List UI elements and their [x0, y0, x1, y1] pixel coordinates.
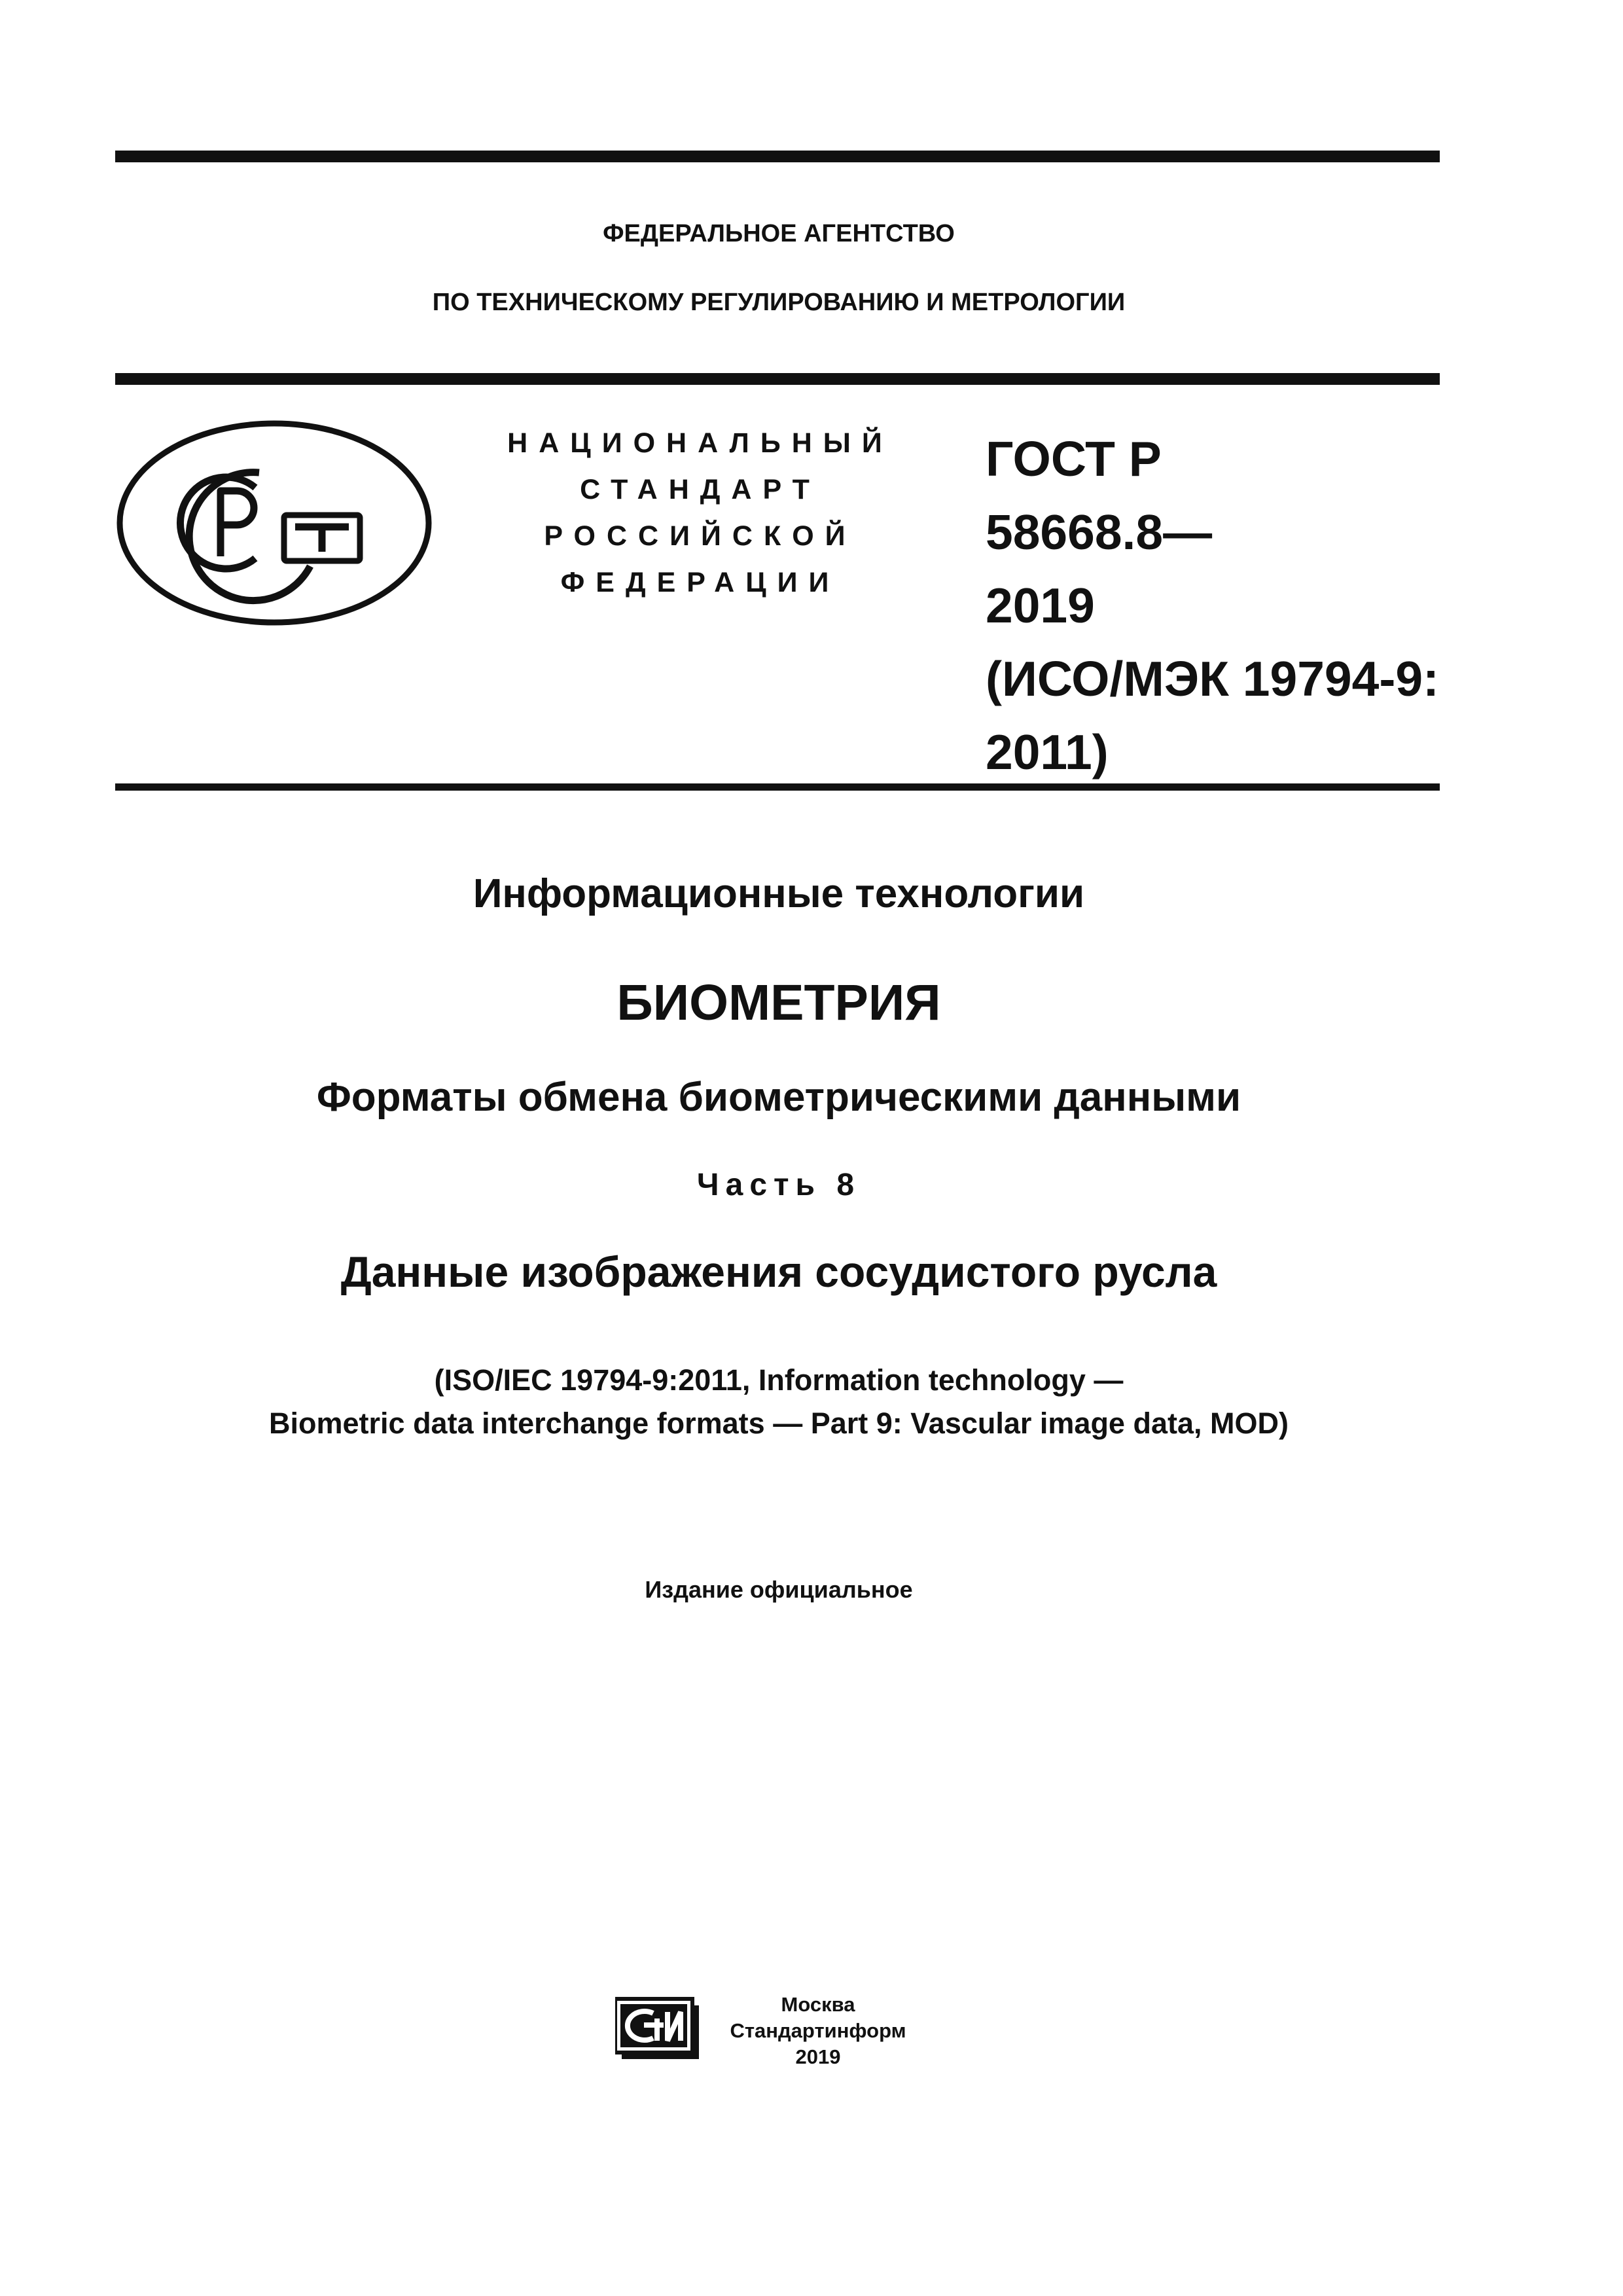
designation-line: 58668.8—: [986, 505, 1213, 560]
middle-rule: [115, 373, 1440, 385]
international-reference-line-1: (ISO/IEC 19794-9:2011, Information technology —: [434, 1363, 1124, 1397]
rst-certification-mark-icon: [115, 419, 433, 627]
designation-line: 2019: [986, 578, 1095, 633]
agency-name-line-1: ФЕДЕРАЛЬНОЕ АГЕНТСТВО: [603, 220, 955, 247]
national-line: РОССИЙСКОЙ: [544, 520, 857, 552]
national-line: ФЕДЕРАЦИИ: [560, 567, 840, 598]
designation-line: 2011): [986, 725, 1109, 780]
designation-line: (ИСО/МЭК 19794-9:: [986, 651, 1440, 706]
national-line: СТАНДАРТ: [580, 474, 821, 505]
part-title: Данные изображения сосудистого русла: [340, 1247, 1217, 1296]
publisher-name: Стандартинформ: [730, 2019, 906, 2042]
edition-label: Издание официальное: [645, 1576, 913, 1603]
top-rule: [115, 151, 1440, 162]
agency-name-line-2: ПО ТЕХНИЧЕСКОМУ РЕГУЛИРОВАНИЮ И МЕТРОЛОГИИ: [432, 289, 1126, 316]
designation-line: ГОСТ Р: [986, 431, 1162, 486]
publisher-city: Москва: [781, 1993, 855, 2016]
part-number: Часть 8: [696, 1168, 861, 1202]
national-standard-label: [484, 420, 916, 606]
international-reference-line-2: Biometric data interchange formats — Part 9: Vascular image data, MOD): [269, 1407, 1289, 1440]
subject-heading: Информационные технологии: [473, 871, 1085, 916]
series-title: БИОМЕТРИЯ: [616, 975, 941, 1031]
standard-designation: [986, 422, 1439, 789]
bottom-rule: [115, 783, 1440, 791]
standartinform-sti-logo-icon: [615, 1996, 707, 2062]
formats-subtitle: Форматы обмена биометрическими данными: [316, 1075, 1241, 1120]
national-line: НАЦИОНАЛЬНЫЙ: [507, 427, 893, 459]
publication-year: 2019: [795, 2045, 841, 2068]
publisher-block: [720, 1992, 916, 2070]
